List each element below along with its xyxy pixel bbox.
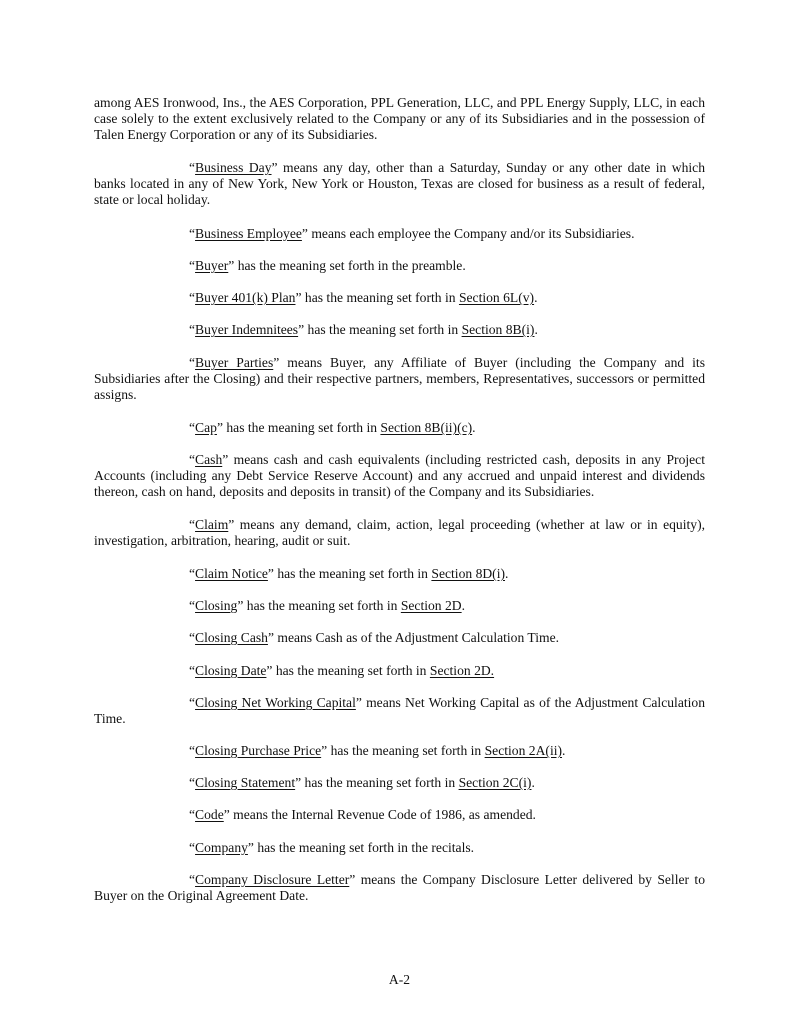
paragraph-text: . [461,598,466,613]
definition-closing [94,598,705,614]
paragraph-text: ” means each employee the Company and/or its Subsidiaries. [301,226,635,241]
paragraph-text: “ [189,566,196,581]
section-reference: Section 8B(i) [461,322,535,337]
paragraph-text: “ [189,420,196,435]
paragraph-text: “ [189,452,196,467]
defined-term: Cash [195,452,223,467]
paragraph-text: ” has the meaning set forth in [295,290,459,305]
paragraph-text: “ [189,226,196,241]
defined-term: Closing [195,598,238,613]
paragraph-text: “ [189,517,196,532]
paragraph-text: ” means any demand, claim, action, legal proceeding (whether at law or in equity), investigation, arbitration, hearing, audit or suit. [94,517,705,549]
paragraph-text: ” means cash and cash equivalents (including restricted cash, deposits in any Project Accounts (including any Debt Service Reserve Account) and any accrued and unpaid interest and dividends thereon, cash on hand, deposits and deposits in transit) of the Company and its Subsidiaries. [94,452,705,500]
defined-term: Business Employee [195,226,302,241]
defined-term: Closing Statement [195,775,296,790]
definition-cap [94,420,705,436]
definition-claim [94,517,705,549]
paragraph-text: ” means Buyer, any Affiliate of Buyer (including the Company and its Subsidiaries after the Closing) and their respective partners, members, Representatives, successors or permitted assigns. [94,355,705,403]
paragraph-text: ” means Net Working Capital as of the Adjustment Calculation Time. [94,695,705,727]
paragraph-text: . [534,322,538,337]
definition-closing-date [94,663,705,679]
section-reference: Section 2A(ii) [484,743,563,758]
defined-term: Buyer Indemnitees [195,322,299,337]
paragraph-text: “ [189,775,196,790]
paragraph-text: “ [189,840,196,855]
section-reference: Section 2C(i) [458,775,532,790]
definition-closing-cash [94,630,705,646]
paragraph-text: “ [189,630,196,645]
paragraph-text: . [562,743,566,758]
defined-term: Business Day [195,160,272,175]
definition-business-day [94,160,705,209]
section-reference: Section 8D(i) [431,566,506,581]
definition-closing-statement [94,775,705,791]
definition-business-employee [94,226,705,242]
defined-term: Buyer 401(k) Plan [195,290,296,305]
defined-term: Code [195,807,224,822]
paragraph-text: ” has the meaning set forth in [237,598,401,613]
paragraph-text: among AES Ironwood, Ins., the AES Corporation, PPL Generation, LLC, and PPL Energy Supply, LLC, in each case solely to the extent exclusively related to the Company or any of its Subsidiaries and in the possession of Talen Energy Corporation or any of its Subsidiaries. [94,95,705,143]
paragraph-text: ” has the meaning set forth in [298,322,462,337]
paragraph-text: ” means any day, other than a Saturday, Sunday or any other date in which banks located in any of New York, New York or Houston, Texas are closed for business as a result of federal, state or local holiday. [94,160,705,208]
definition-company-disclosure-letter [94,872,705,904]
defined-term: Cap [195,420,217,435]
paragraph-text: “ [189,160,196,175]
paragraph-text: “ [189,695,196,710]
paragraph-text: ” has the meaning set forth in [216,420,381,435]
definition-buyer-401k-plan [94,290,705,306]
paragraph-text: . [531,775,535,790]
defined-term: Closing Net Working Capital [195,695,356,710]
defined-term: Claim Notice [195,566,268,581]
continuation-paragraph [94,95,705,144]
section-reference: Section 2D [400,598,462,613]
defined-term: Claim [195,517,229,532]
defined-term: Buyer Parties [195,355,274,370]
paragraph-text: “ [189,598,196,613]
defined-term: Company [195,840,248,855]
paragraph-text: “ [189,807,196,822]
defined-term: Buyer [195,258,229,273]
paragraph-text: ” means Cash as of the Adjustment Calculation Time. [267,630,560,645]
definition-buyer-indemnitees [94,322,705,338]
paragraph-text: ” means the Internal Revenue Code of 1986, as amended. [223,807,536,822]
paragraph-text: . [472,420,476,435]
definition-buyer-parties [94,355,705,404]
definition-closing-net-working-capital [94,695,705,727]
defined-term: Closing Cash [195,630,268,645]
defined-term: Closing Date [195,663,267,678]
paragraph-text: “ [189,290,196,305]
section-reference: Section 6L(v) [458,290,535,305]
definition-buyer [94,258,705,274]
paragraph-text: ” has the meaning set forth in [321,743,485,758]
paragraph-text: . [534,290,538,305]
definition-cash [94,452,705,501]
paragraph-text: ” means the Company Disclosure Letter delivered by Seller to Buyer on the Original Agreement Date. [94,872,706,904]
paragraph-text: “ [189,743,196,758]
paragraph-text: . [505,566,509,581]
section-reference: Section 2D. [429,663,495,678]
paragraph-text: “ [189,258,196,273]
defined-term: Company Disclosure Letter [195,872,350,887]
paragraph-text: “ [189,663,196,678]
paragraph-text: ” has the meaning set forth in the recitals. [247,840,475,855]
paragraph-text: “ [189,872,196,887]
paragraph-text: “ [189,355,196,370]
definition-claim-notice [94,566,705,582]
defined-term: Closing Purchase Price [195,743,322,758]
paragraph-text: “ [189,322,196,337]
definition-company [94,840,705,856]
paragraph-text: ” has the meaning set forth in [295,775,459,790]
page-number: A-2 [388,972,411,987]
paragraph-text: ” has the meaning set forth in the preamble. [228,258,466,273]
definition-code [94,807,705,823]
definition-closing-purchase-price [94,743,705,759]
section-reference: Section 8B(ii)(c) [380,420,473,435]
paragraph-text: ” has the meaning set forth in [266,663,430,678]
paragraph-text: ” has the meaning set forth in [267,566,432,581]
